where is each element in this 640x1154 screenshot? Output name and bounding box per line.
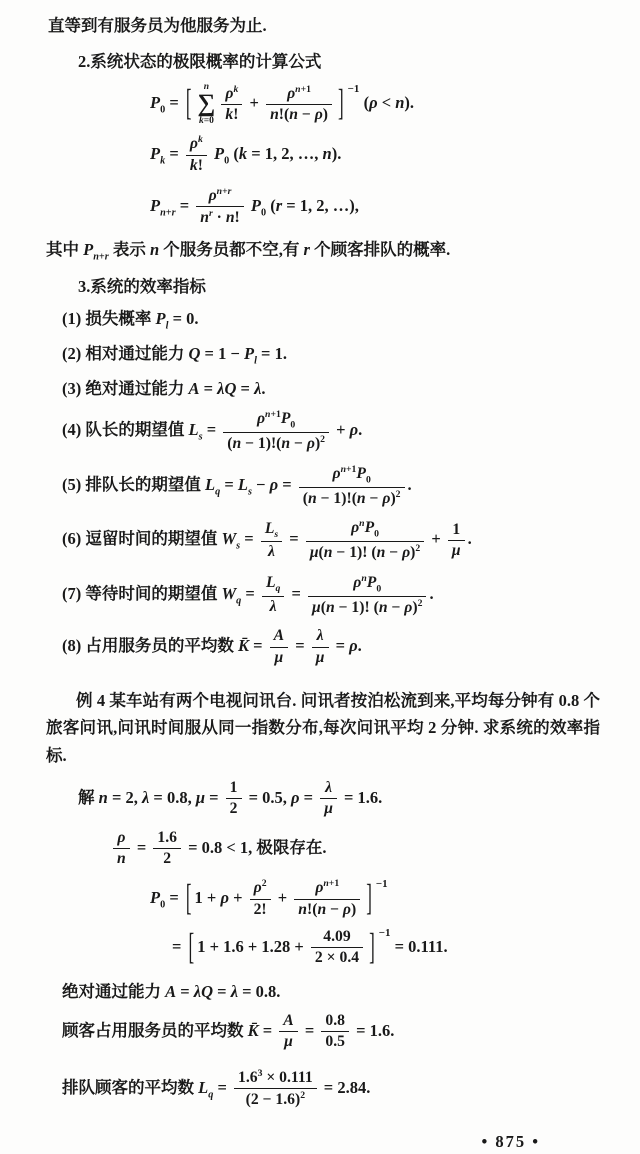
prose-queue-wait-sentence	[48, 14, 640, 38]
bracket-exponent: −1	[378, 926, 391, 939]
math-text: 绝对通过能力 A = λQ = λ = 0.8.	[62, 981, 281, 1001]
item-5-expected-queue-length	[62, 464, 640, 509]
math-text: =	[132, 837, 151, 857]
fraction: $\frac{\rho^{n+r}}{n^r \cdot n!}$	[196, 186, 244, 228]
item-7-expected-waiting-time	[62, 573, 640, 618]
fraction: $\frac{\rho^k}{k!}$	[221, 84, 242, 125]
math-text: (1) 损失概率 $P_l = 0$.	[62, 309, 199, 332]
fraction: $\frac{L_s}{\lambda}$	[261, 520, 282, 562]
math-text: = 0.5, ρ =	[244, 787, 318, 807]
formula-p0-example-step1	[150, 877, 640, 920]
math-text: +	[273, 887, 292, 907]
item-2-relative-throughput	[62, 342, 640, 369]
fraction: $\frac{\rho^{n+1}}{n!(n - \rho)}$	[294, 878, 360, 919]
math-text: $P_{n+r}$ =	[150, 195, 194, 218]
math-text: $P_0$ (k = 1, 2, …, n).	[214, 143, 342, 167]
big-bracket: [	[188, 925, 195, 967]
big-bracket: ]	[369, 925, 375, 967]
math-text: = 0.8 < 1, 极限存在.	[183, 837, 327, 857]
item-8-avg-busy-servers	[62, 627, 640, 667]
formula-pk	[150, 134, 640, 175]
math-text: (3) 绝对通过能力 A = λQ = λ.	[62, 379, 266, 399]
math-text: (7) 等待时间的期望值 $W_q$ =	[62, 583, 259, 607]
big-bracket: ]	[366, 876, 372, 918]
math-text: (6) 逗留时间的期望值 $W_s$ =	[62, 529, 258, 552]
math-text: 解 n = 2, λ = 0.8, μ =	[78, 787, 223, 807]
fraction: $\frac{A}{\mu}$	[279, 1012, 297, 1052]
math-text: =	[287, 583, 306, 603]
item-4-expected-system-length	[62, 409, 640, 454]
prose-pnr-meaning	[46, 238, 640, 265]
bracket-exponent: −1	[375, 877, 388, 890]
formula-rho-over-n-limit-exists	[110, 829, 640, 869]
heading-section-3-efficiency	[78, 275, 640, 299]
math-text: +	[245, 92, 264, 112]
math-text: .	[467, 529, 472, 549]
math-text: =	[291, 636, 309, 656]
math-text: = 0.111.	[390, 936, 448, 956]
math-text: (ρ < n).	[359, 92, 415, 112]
math-text: =	[172, 936, 186, 956]
fraction: $\frac{1.6}{2}$	[153, 829, 181, 869]
math-text: 排队顾客的平均数 $L_q$ =	[62, 1077, 231, 1101]
summation-sign: n ∑ k=0	[197, 81, 216, 127]
fraction: $\frac{1.6^3 \times 0.111}{(2 - 1.6)^2}$	[234, 1068, 317, 1110]
math-text: = ρ.	[331, 636, 362, 656]
math-text: $P_0$ (r = 1, 2, …),	[250, 195, 359, 218]
math-text: 3.系统的效率指标	[78, 277, 206, 297]
math-text: $P_0$ =	[150, 92, 183, 116]
line-avg-busy-servers-result	[62, 1012, 640, 1052]
math-text: 1 + 1.6 + 1.28 +	[197, 936, 308, 956]
item-1-loss-probability	[62, 307, 640, 334]
math-text: (8) 占用服务员的平均数 K̄ =	[62, 636, 267, 656]
math-text: $P_k$ =	[150, 143, 183, 167]
line-avg-queue-length-result	[62, 1068, 640, 1110]
fraction: $\frac{\rho^2}{2!}$	[250, 878, 271, 919]
big-bracket: ]	[337, 81, 344, 123]
math-text: 顾客占用服务员的平均数 K̄ =	[62, 1020, 277, 1040]
math-text: = 2.84.	[319, 1077, 371, 1097]
math-text: (5) 排队长的期望值 $L_q = L_s - \rho$ =	[62, 474, 296, 498]
math-text: +	[427, 529, 445, 549]
formula-p0-example-step2	[172, 926, 640, 968]
math-text: = 1.6.	[351, 1020, 395, 1040]
item-6-expected-sojourn-time	[62, 518, 640, 563]
fraction: $\frac{\lambda}{\mu}$	[312, 627, 329, 667]
math-text: (2) 相对通过能力 $Q = 1 - P_l = 1$.	[62, 344, 287, 367]
math-text: = 1.6.	[339, 787, 383, 807]
fraction: $\frac{L_q}{\lambda}$	[262, 574, 284, 616]
math-text: =	[300, 1020, 319, 1040]
bracket-exponent: −1	[347, 82, 360, 95]
math-text: 2.系统状态的极限概率的计算公式	[78, 51, 322, 71]
fraction: $\frac{\rho^k}{k!}$	[186, 134, 207, 175]
math-text: $P_0$ =	[150, 887, 183, 911]
fraction: $\frac{\rho^nP_0}{\mu(n - 1)! (n - \rho)^2}$	[306, 518, 424, 563]
fraction: $\frac{1}{\mu}$	[448, 521, 465, 561]
fraction: $\frac{4.09}{2 \times 0.4}$	[311, 928, 363, 968]
math-text: + ρ.	[332, 420, 363, 440]
solution-parameters	[78, 779, 640, 819]
fraction: $\frac{\rho^{n+1}P_0}{(n - 1)!(n - \rho)^2}$	[299, 464, 405, 509]
fraction: $\frac{\rho^{n+1}P_0}{(n - 1)!(n - \rho)^2}$	[223, 409, 329, 454]
math-text: .	[407, 474, 412, 494]
heading-section-2-limit-probability	[78, 50, 640, 74]
math-text: =	[285, 529, 303, 549]
math-text: .	[429, 583, 434, 603]
big-bracket: [	[185, 876, 192, 918]
math-text: 其中 $P_{n+r}$ 表示 n 个服务员都不空,有 r 个顾客排队的概率.	[46, 240, 451, 263]
math-text: (4) 队长的期望值 $L_s$ =	[62, 420, 221, 443]
fraction: $\frac{\rho^{n+1}}{n!(n - \rho)}$	[266, 84, 332, 125]
example-4-paragraph	[46, 687, 600, 769]
formula-pn-plus-r	[150, 186, 640, 228]
fraction: $\frac{A}{\mu}$	[270, 627, 288, 667]
fraction: $\frac{\rho}{n}$	[113, 829, 130, 869]
fraction: $\frac{0.8}{0.5}$	[321, 1012, 349, 1052]
math-text: 1 + ρ +	[194, 887, 247, 907]
math-text: 例 4 某车站有两个电视问讯台. 问讯者按泊松流到来,平均每分钟有 0.8 个旅客问讯,问讯时间服从同一指数分布,每次问讯平均 2 分钟. 求系统的效率指标.	[46, 691, 601, 765]
line-absolute-throughput-result	[62, 980, 640, 1004]
formula-p0-general	[150, 82, 640, 127]
big-bracket: [	[185, 81, 192, 123]
math-text: 直等到有服务员为他服务为止.	[48, 16, 267, 35]
page-number: • 875 •	[481, 1132, 540, 1152]
fraction: $\frac{1}{2}$	[226, 779, 242, 819]
fraction: $\frac{\rho^nP_0}{\mu(n - 1)! (n - \rho)^2}$	[308, 573, 426, 618]
item-3-absolute-throughput	[62, 377, 640, 401]
fraction: $\frac{\lambda}{\mu}$	[320, 779, 337, 819]
